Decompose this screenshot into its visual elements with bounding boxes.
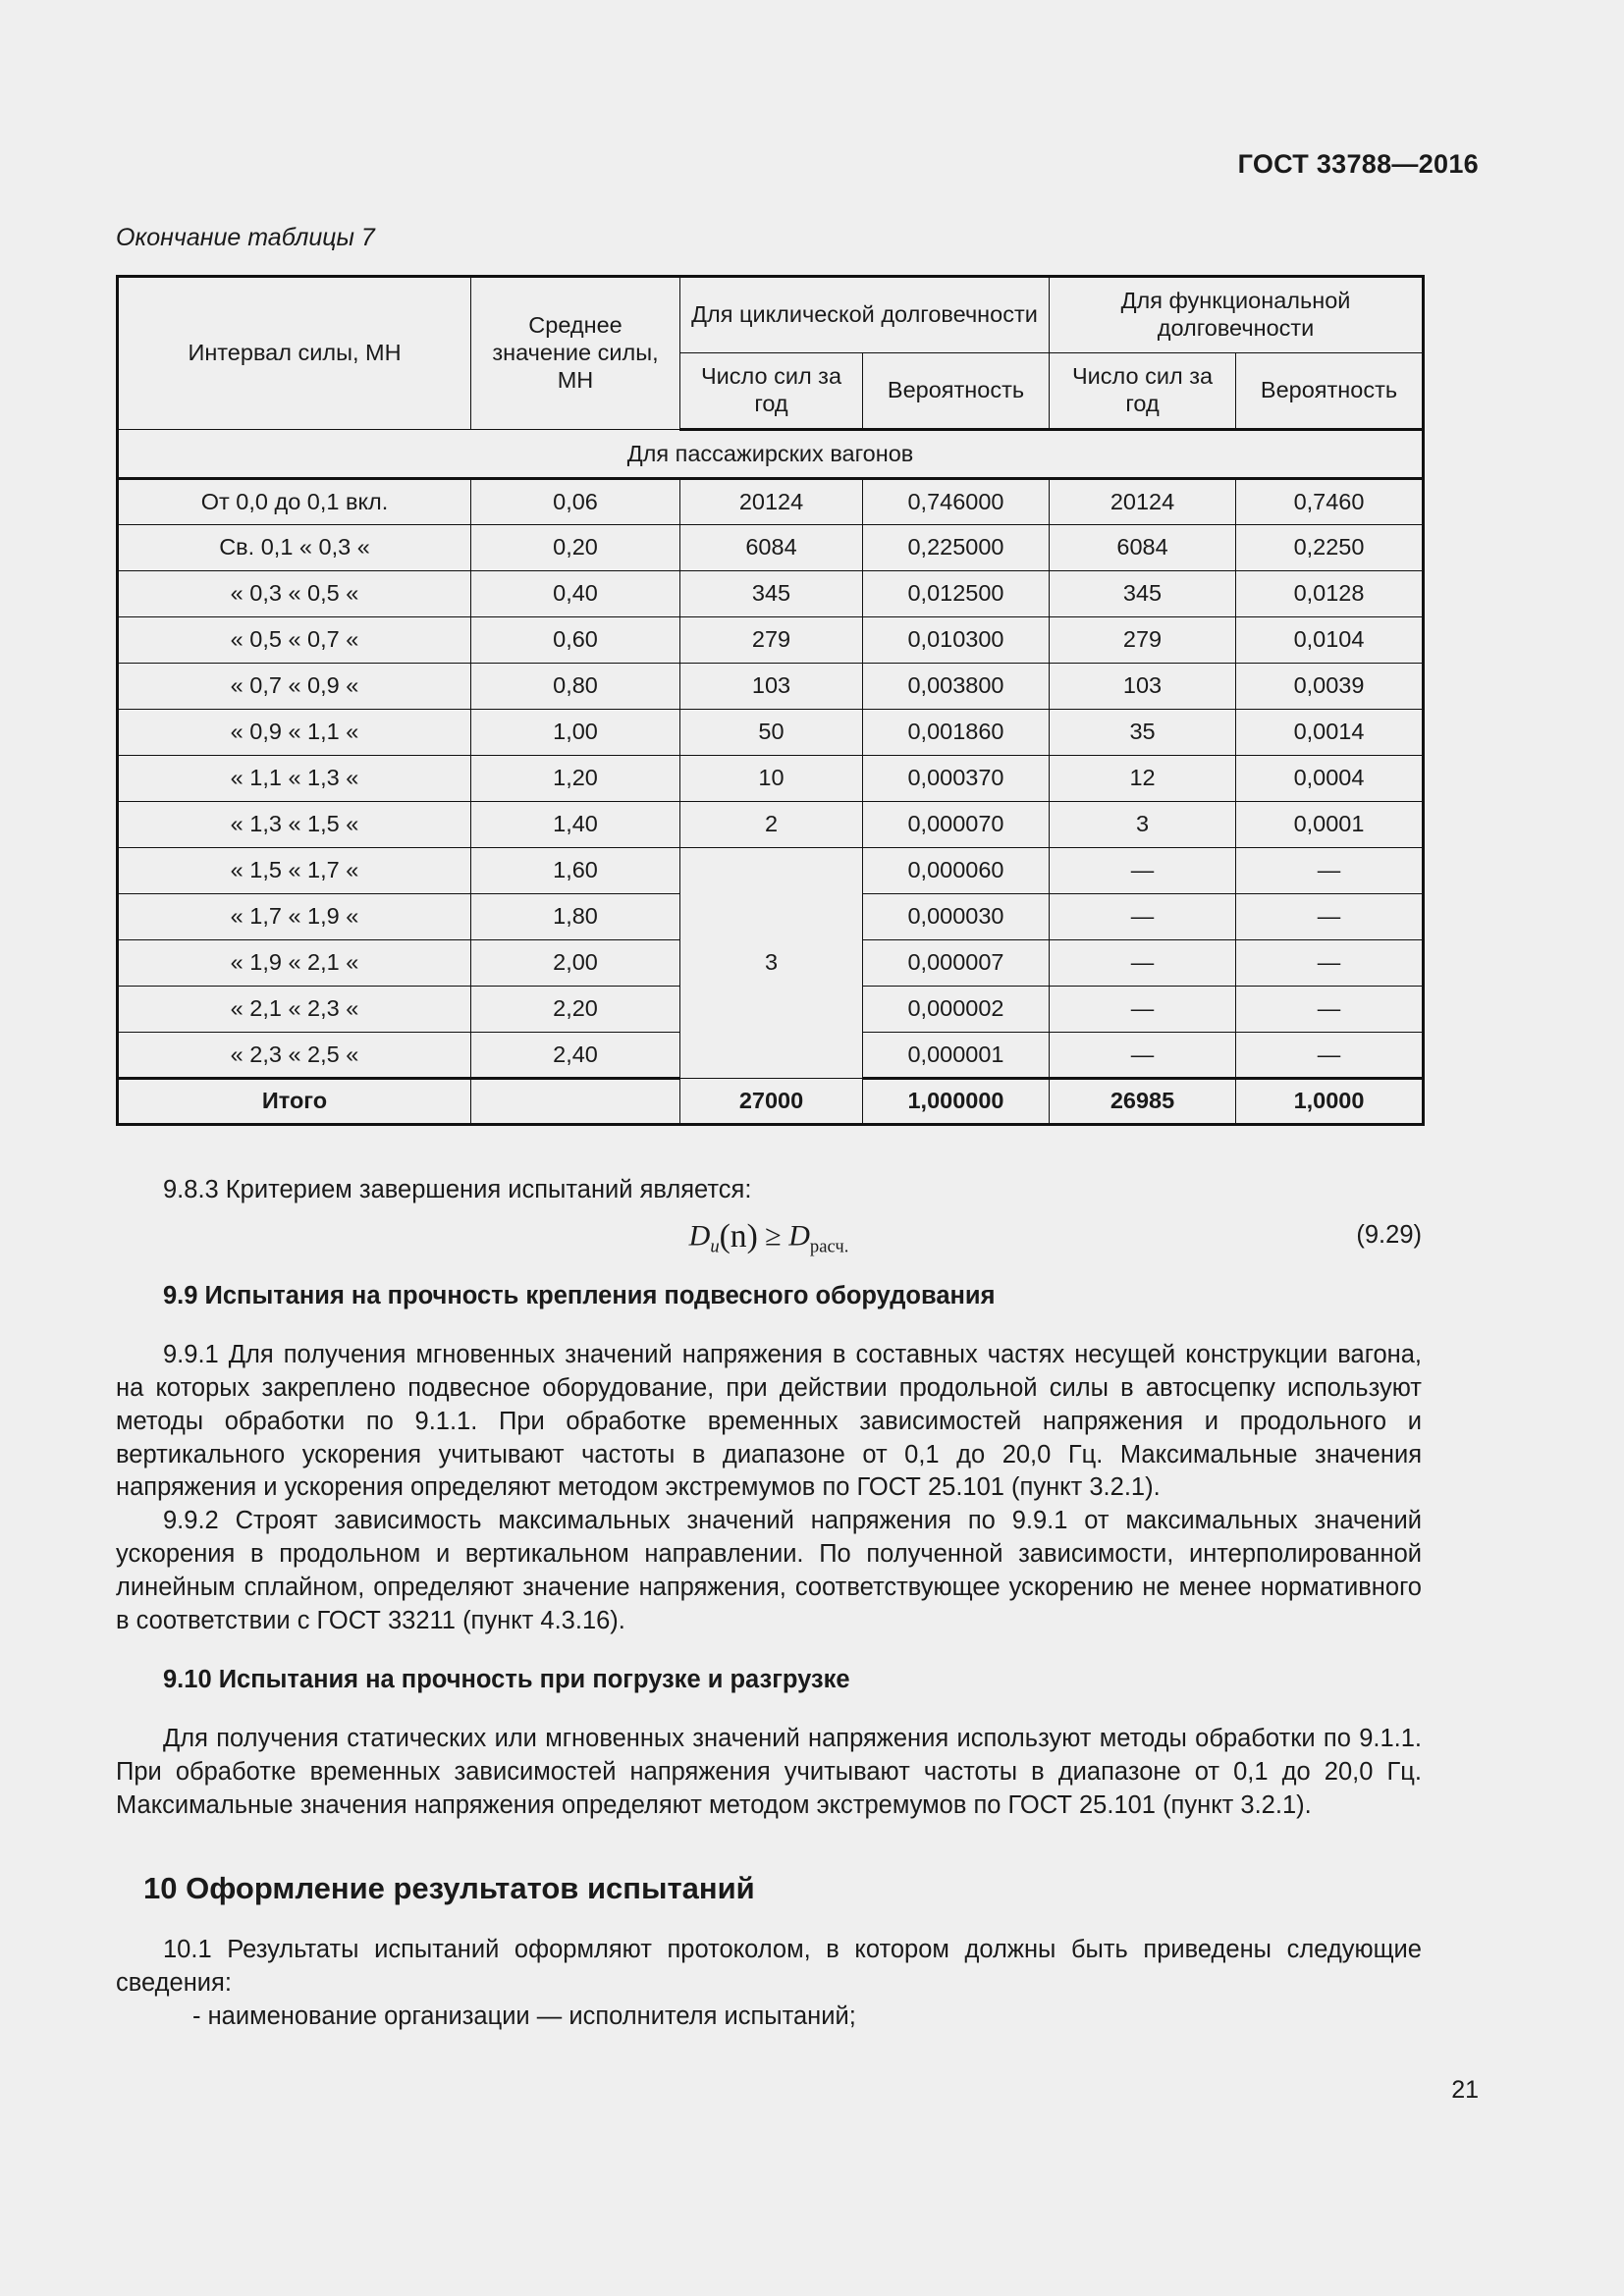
cell-cyclic-count: 103 [680,664,863,710]
table-row [118,571,1424,617]
cell-cyclic-probability: 0,001860 [863,710,1050,756]
cell-interval: От 0,0 до 0,1 вкл. [118,479,471,525]
spacer [116,1908,1422,1934]
cell-functional-probability: — [1236,848,1424,894]
table-head-row-1 [118,277,1424,353]
cell-interval: « 0,9 « 1,1 « [118,710,471,756]
col-header-mean-force: Среднее значение силы, МН [471,277,680,430]
cell-mean: 0,20 [471,525,680,571]
col-header-cyclic-probability: Вероятность [863,353,1050,430]
cell-total-cyclic-count: 27000 [680,1079,863,1125]
cell-cyclic-probability: 0,000007 [863,940,1050,987]
table-row [118,617,1424,664]
cell-functional-probability: 0,7460 [1236,479,1424,525]
cell-functional-count: 20124 [1050,479,1236,525]
cell-mean: 1,00 [471,710,680,756]
list-item: - наименование организации — исполнителя испытаний; [192,2002,856,2030]
cell-interval: « 1,9 « 2,1 « [118,940,471,987]
cell-functional-count: 6084 [1050,525,1236,571]
table-row [118,756,1424,802]
cell-mean: 2,20 [471,987,680,1033]
table-total-row [118,1079,1424,1125]
col-header-cyclic-count: Число сил за год [680,353,863,430]
formula-lhs-symbol: D [688,1219,711,1253]
col-header-functional-group: Для функциональной долговечности [1050,277,1424,353]
cell-functional-probability: 0,0014 [1236,710,1424,756]
cell-cyclic-probability: 0,746000 [863,479,1050,525]
table-head [118,277,1424,430]
cell-interval: « 2,1 « 2,3 « [118,987,471,1033]
col-header-interval: Интервал силы, МН [118,277,471,430]
cell-interval: « 1,5 « 1,7 « [118,848,471,894]
formula-9-29-line [116,1207,1422,1266]
paragraph-9-9-2: 9.9.2 Строят зависимость максимальных значений напряжения по 9.9.1 от максимальных значений ускорения в продольном и вертикальном направлении. По полученной зависимости, интерполированной линейным сплайном, определяют значение напряжения, соответствующее ускорению не менее нормативного в соответствии с ГОСТ 33211 (пункт 4.3.16). [116,1507,1422,1635]
cell-functional-probability: 0,0128 [1236,571,1424,617]
col-header-functional-probability: Вероятность [1236,353,1424,430]
table-caption: Окончание таблицы 7 [116,224,375,251]
cell-cyclic-count: 20124 [680,479,863,525]
cell-functional-count: 35 [1050,710,1236,756]
cell-functional-count: 12 [1050,756,1236,802]
cell-functional-probability: 0,0104 [1236,617,1424,664]
formula-lhs-subscript: u [710,1236,720,1257]
cell-functional-count: 345 [1050,571,1236,617]
cell-functional-count: — [1050,1033,1236,1079]
heading-9-10: 9.10 Испытания на прочность при погрузке и разгрузке [163,1665,850,1693]
cell-mean: 1,40 [471,802,680,848]
cell-total-mean [471,1079,680,1125]
paragraph-9-9-1: 9.9.1 Для получения мгновенных значений напряжения в составных частях несущей конструкции вагона, на которых закреплено подвесное оборудование, при действии продольной силы в автосцепку используют методы обработки по 9.1.1. При обработке временных зависимостей напряжения и продольного и вертикального ускорения учитывают частоты в диапазоне от 0,1 до 20,0 Гц. Максимальные значения напряжения и ускорения определяют методом экстремумов по ГОСТ 25.101 (пункт 3.2.1). [116,1340,1422,1502]
cell-cyclic-count: 50 [680,710,863,756]
cell-cyclic-probability: 0,012500 [863,571,1050,617]
cell-cyclic-probability: 0,000060 [863,848,1050,894]
table-section-row [118,430,1424,479]
cell-interval: « 1,3 « 1,5 « [118,802,471,848]
cell-mean: 0,60 [471,617,680,664]
cell-interval: « 0,7 « 0,9 « [118,664,471,710]
formula-9-29 [689,1215,849,1259]
formula-rhs-symbol: D [788,1219,810,1253]
cell-functional-probability: 0,0004 [1236,756,1424,802]
cell-cyclic-probability: 0,010300 [863,617,1050,664]
cell-cyclic-count-merged: 3 [680,848,863,1079]
cell-functional-count: 279 [1050,617,1236,664]
cell-functional-count: 3 [1050,802,1236,848]
cell-interval: « 1,7 « 1,9 « [118,894,471,940]
spacer [116,1697,1422,1723]
cell-functional-count: — [1050,894,1236,940]
paragraph-10-1: 10.1 Результаты испытаний оформляют протоколом, в котором должны быть приведены следующие сведения: [116,1935,1422,1997]
cell-cyclic-count: 345 [680,571,863,617]
heading-section-10: 10 Оформление результатов испытаний [143,1870,755,1905]
formula-rhs-subscript: расч. [809,1236,849,1257]
cell-cyclic-count: 10 [680,756,863,802]
table-row [118,802,1424,848]
col-header-cyclic-group: Для циклической долговечности [680,277,1050,353]
cell-cyclic-probability: 0,000070 [863,802,1050,848]
cell-total-functional-probability: 1,0000 [1236,1079,1424,1125]
page-number: 21 [1451,2076,1479,2104]
cell-mean: 0,06 [471,479,680,525]
cell-functional-probability: — [1236,940,1424,987]
cell-mean: 0,40 [471,571,680,617]
paragraph-9-8-3: 9.8.3 Критерием завершения испытаний является: [163,1176,752,1203]
table-row [118,848,1424,894]
cell-interval: « 0,3 « 0,5 « [118,571,471,617]
cell-mean: 0,80 [471,664,680,710]
cell-cyclic-count: 2 [680,802,863,848]
body-text [116,1174,1422,2034]
cell-cyclic-probability: 0,000030 [863,894,1050,940]
col-header-functional-count: Число сил за год [1050,353,1236,430]
spacer [116,1266,1422,1280]
cell-interval: « 0,5 « 0,7 « [118,617,471,664]
cell-cyclic-count: 6084 [680,525,863,571]
cell-functional-probability: — [1236,894,1424,940]
cell-functional-probability: — [1236,1033,1424,1079]
cell-interval: Св. 0,1 « 0,3 « [118,525,471,571]
table-row [118,479,1424,525]
table-body [118,430,1424,1125]
cell-functional-count: 103 [1050,664,1236,710]
table-row [118,664,1424,710]
cell-mean: 2,00 [471,940,680,987]
spacer [116,1638,1422,1664]
cell-mean: 1,80 [471,894,680,940]
cell-total-cyclic-probability: 1,000000 [863,1079,1050,1125]
table-row [118,525,1424,571]
cell-cyclic-probability: 0,000002 [863,987,1050,1033]
cell-total-label: Итого [118,1079,471,1125]
cell-functional-probability: 0,0039 [1236,664,1424,710]
cell-mean: 1,20 [471,756,680,802]
cell-functional-probability: 0,0001 [1236,802,1424,848]
cell-functional-count: — [1050,987,1236,1033]
formula-number: (9.29) [1356,1220,1422,1249]
cell-functional-probability: — [1236,987,1424,1033]
cell-mean: 2,40 [471,1033,680,1079]
formula-relation: ≥ [765,1219,782,1253]
cell-interval: « 2,3 « 2,5 « [118,1033,471,1079]
cell-cyclic-probability: 0,225000 [863,525,1050,571]
cell-interval: « 1,1 « 1,3 « [118,756,471,802]
table-7-continued [116,275,1422,1126]
section-label-passenger-cars: Для пассажирских вагонов [118,430,1424,479]
cell-cyclic-probability: 0,000370 [863,756,1050,802]
running-header-standard-id: ГОСТ 33788—2016 [1237,149,1479,179]
heading-9-9: 9.9 Испытания на прочность крепления подвесного оборудования [163,1281,996,1309]
cell-functional-probability: 0,2250 [1236,525,1424,571]
cell-cyclic-probability: 0,003800 [863,664,1050,710]
cell-functional-count: — [1050,940,1236,987]
paragraph-9-10-1: Для получения статических или мгновенных значений напряжения используют методы обработки по 9.1.1. При обработке временных зависимостей напряжения учитывают частоты в диапазоне от 0,1 до 20,0 Гц. Максимальные значения напряжения определяют методом экстремумов по ГОСТ 25.101 (пункт 3.2.1). [116,1724,1422,1819]
cell-total-functional-count: 26985 [1050,1079,1236,1125]
table-row [118,710,1424,756]
spacer [116,1823,1422,1868]
cell-cyclic-probability: 0,000001 [863,1033,1050,1079]
spacer [116,1313,1422,1339]
cell-mean: 1,60 [471,848,680,894]
formula-argument: (n) [719,1217,758,1255]
cell-cyclic-count: 279 [680,617,863,664]
cell-functional-count: — [1050,848,1236,894]
